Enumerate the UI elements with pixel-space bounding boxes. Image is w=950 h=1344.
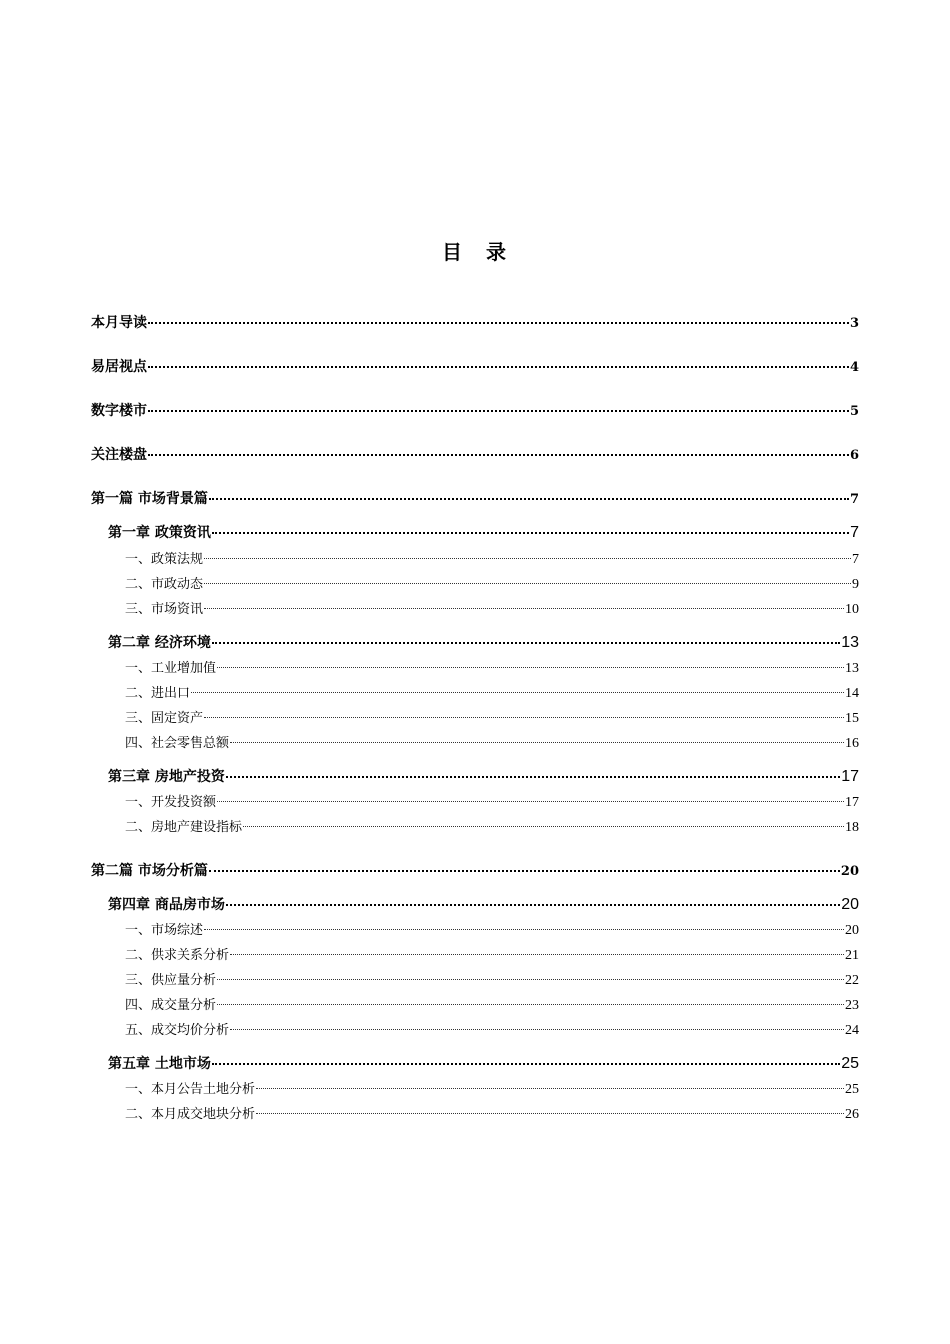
toc-section-entry[interactable] xyxy=(125,732,859,752)
toc-entry-label: 本月导读 xyxy=(91,315,147,331)
toc-section-entry[interactable] xyxy=(125,1103,859,1123)
toc-entry-label: 一、开发投资额 xyxy=(125,795,217,810)
toc-chapter-entry[interactable] xyxy=(108,894,859,914)
toc-entry-page-number: 20 xyxy=(840,864,859,879)
toc-entry-page-number: 5 xyxy=(849,404,859,419)
toc-section-entry[interactable] xyxy=(125,707,859,727)
toc-chapter-entry[interactable] xyxy=(108,522,859,542)
toc-entry-page-number: 16 xyxy=(845,736,859,751)
toc-entry-page-number: 13 xyxy=(845,661,859,676)
toc-entry-label: 数字楼市 xyxy=(91,403,147,419)
dot-leader xyxy=(212,642,840,644)
toc-entry-label: 一、工业增加值 xyxy=(125,661,217,676)
toc-entry-page-number: 17 xyxy=(845,795,859,810)
dot-leader xyxy=(212,1063,840,1065)
toc-part-entry[interactable] xyxy=(91,312,859,332)
dot-leader xyxy=(217,667,844,668)
dot-leader xyxy=(217,801,844,802)
dot-leader xyxy=(209,870,840,872)
toc-part-entry[interactable] xyxy=(91,400,859,420)
dot-leader xyxy=(226,904,840,906)
toc-section-entry[interactable] xyxy=(125,816,859,836)
dot-leader xyxy=(204,929,844,930)
toc-section-entry[interactable] xyxy=(125,1078,859,1098)
dot-leader xyxy=(209,498,849,500)
toc-entry-label: 第二篇 市场分析篇 xyxy=(91,863,208,879)
toc-entry-page-number: 4 xyxy=(849,360,859,375)
toc-entry-label: 一、本月公告土地分析 xyxy=(125,1082,256,1097)
toc-entry-page-number: 10 xyxy=(845,602,859,617)
dot-leader xyxy=(204,583,851,584)
dot-leader xyxy=(148,410,849,412)
toc-entry-page-number: 20 xyxy=(841,896,859,913)
toc-entry-page-number: 25 xyxy=(845,1082,859,1097)
toc-entry-label: 一、政策法规 xyxy=(125,552,204,567)
page-title: 目 录 xyxy=(442,240,508,264)
toc-section-entry[interactable] xyxy=(125,919,859,939)
toc-part-entry[interactable] xyxy=(91,860,859,880)
toc-part-entry[interactable] xyxy=(91,488,859,508)
toc-entry-page-number: 7 xyxy=(850,524,859,541)
toc-entry-label: 易居视点 xyxy=(91,359,147,375)
toc-section-entry[interactable] xyxy=(125,598,859,618)
dot-leader xyxy=(230,1029,844,1030)
toc-entry-label: 三、供应量分析 xyxy=(125,973,217,988)
toc-section-entry[interactable] xyxy=(125,548,859,568)
toc-entry-label: 三、固定资产 xyxy=(125,711,204,726)
toc-entry-label: 五、成交均价分析 xyxy=(125,1023,230,1038)
toc-entry-label: 二、市政动态 xyxy=(125,577,204,592)
toc-entry-label: 二、本月成交地块分析 xyxy=(125,1107,256,1122)
toc-entry-page-number: 7 xyxy=(852,552,859,567)
dot-leader xyxy=(243,826,844,827)
toc-entry-page-number: 18 xyxy=(845,820,859,835)
toc-section-entry[interactable] xyxy=(125,791,859,811)
toc-entry-page-number: 17 xyxy=(841,768,859,785)
toc-entry-label: 第一章 政策资讯 xyxy=(108,525,211,541)
dot-leader xyxy=(148,322,849,324)
toc-entry-label: 二、供求关系分析 xyxy=(125,948,230,963)
dot-leader xyxy=(204,608,844,609)
toc-entry-page-number: 3 xyxy=(849,316,859,331)
toc-part-entry[interactable] xyxy=(91,444,859,464)
toc-entry-label: 二、进出口 xyxy=(125,686,191,701)
toc-entry-label: 关注楼盘 xyxy=(91,447,147,463)
toc-section-entry[interactable] xyxy=(125,994,859,1014)
toc-entry-page-number: 9 xyxy=(852,577,859,592)
dot-leader xyxy=(217,979,844,980)
toc-section-entry[interactable] xyxy=(125,969,859,989)
toc-part-entry[interactable] xyxy=(91,356,859,376)
toc-entry-page-number: 25 xyxy=(841,1055,859,1072)
dot-leader xyxy=(148,454,849,456)
toc-entry-label: 第五章 土地市场 xyxy=(108,1056,211,1072)
dot-leader xyxy=(256,1113,844,1114)
dot-leader xyxy=(256,1088,844,1089)
dot-leader xyxy=(217,1004,844,1005)
toc-entry-page-number: 13 xyxy=(841,634,859,651)
toc-entry-label: 第四章 商品房市场 xyxy=(108,897,225,913)
toc-entry-page-number: 23 xyxy=(845,998,859,1013)
dot-leader xyxy=(191,692,844,693)
dot-leader xyxy=(204,717,844,718)
toc-chapter-entry[interactable] xyxy=(108,1053,859,1073)
toc-entry-page-number: 7 xyxy=(849,492,859,507)
toc-entry-label: 第三章 房地产投资 xyxy=(108,769,225,785)
toc-entry-page-number: 21 xyxy=(845,948,859,963)
dot-leader xyxy=(230,742,844,743)
toc-entry-page-number: 6 xyxy=(849,448,859,463)
toc-entry-label: 四、成交量分析 xyxy=(125,998,217,1013)
toc-entry-page-number: 15 xyxy=(845,711,859,726)
dot-leader xyxy=(230,954,844,955)
toc-chapter-entry[interactable] xyxy=(108,766,859,786)
toc-entry-page-number: 24 xyxy=(845,1023,859,1038)
toc-entry-label: 第一篇 市场背景篇 xyxy=(91,491,208,507)
toc-section-entry[interactable] xyxy=(125,944,859,964)
toc-section-entry[interactable] xyxy=(125,1019,859,1039)
dot-leader xyxy=(148,366,849,368)
dot-leader xyxy=(204,558,851,559)
toc-entry-page-number: 14 xyxy=(845,686,859,701)
toc-entry-page-number: 22 xyxy=(845,973,859,988)
toc-entry-label: 二、房地产建设指标 xyxy=(125,820,243,835)
toc-entry-label: 四、社会零售总额 xyxy=(125,736,230,751)
toc-section-entry[interactable] xyxy=(125,657,859,677)
toc-entry-page-number: 20 xyxy=(845,923,859,938)
dot-leader xyxy=(226,776,840,778)
toc-entry-label: 第二章 经济环境 xyxy=(108,635,211,651)
toc-chapter-entry[interactable] xyxy=(108,632,859,652)
toc-section-entry[interactable] xyxy=(125,573,859,593)
dot-leader xyxy=(212,532,849,534)
toc-entry-label: 一、市场综述 xyxy=(125,923,204,938)
toc-section-entry[interactable] xyxy=(125,682,859,702)
toc-entry-page-number: 26 xyxy=(845,1107,859,1122)
toc-entry-label: 三、市场资讯 xyxy=(125,602,204,617)
